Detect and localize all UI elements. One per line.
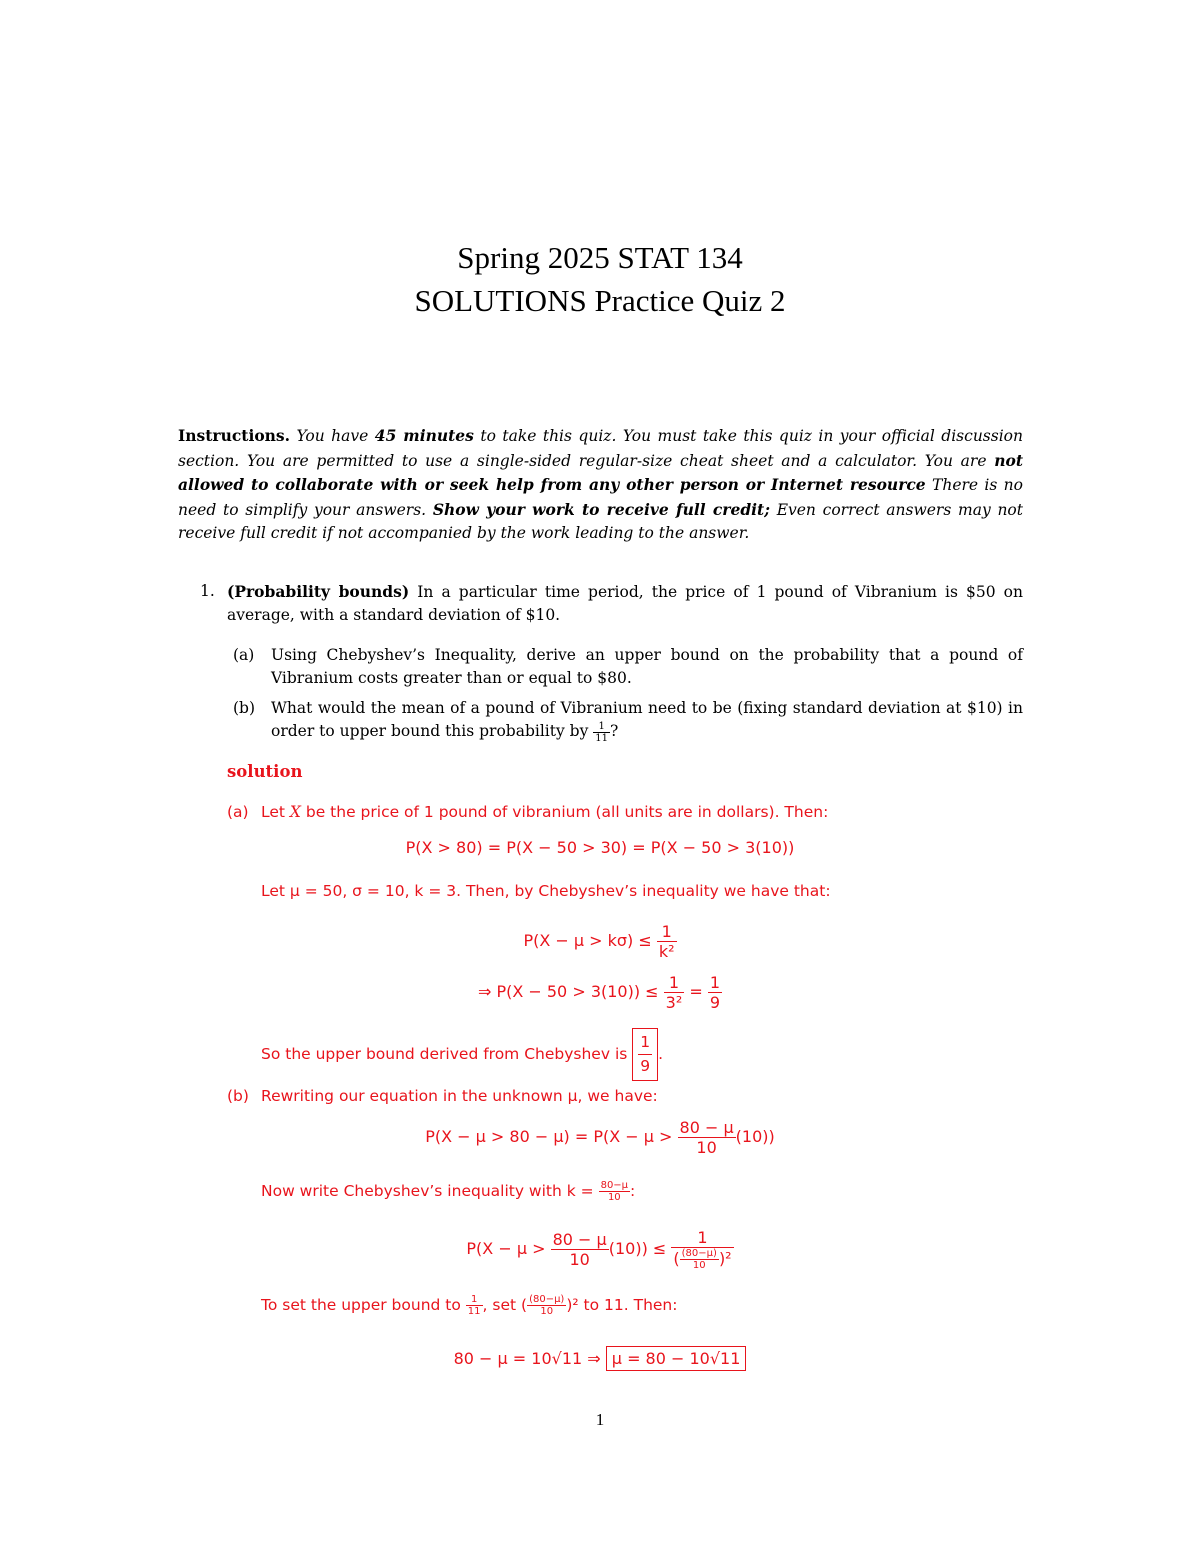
title-line-1: Spring 2025 STAT 134 — [457, 240, 743, 275]
sol-b-line2-end: : — [630, 1182, 636, 1200]
instr-text-1: You have — [290, 427, 375, 445]
page-number: 1 — [595, 1410, 605, 1429]
sol-a-var: X — [289, 803, 301, 821]
problem-text: In a particular time period, the price of 1 pound of Vibranium is $50 on average, with a standard deviation of $10. — [227, 583, 1023, 624]
eq3-num1: 1 — [664, 973, 685, 993]
eq3-fraction-2 — [708, 973, 722, 1012]
line3-d2: 10 — [540, 1306, 554, 1317]
part-b-text — [271, 697, 1023, 744]
sol-a-answer-box — [632, 1028, 658, 1081]
eq2-den: k² — [658, 942, 675, 961]
equation-1: P(X > 80) = P(X − 50 > 30) = P(X − 50 > 3(10)) — [405, 838, 795, 857]
problem-number: 1. — [200, 582, 215, 600]
eq2-fraction — [657, 922, 677, 961]
sol-a-line3 — [261, 1028, 663, 1081]
eq4-den: 10 — [696, 1138, 717, 1157]
sol-b-line2-fraction — [599, 1180, 630, 1203]
instr-text-2: to take this quiz. You must take this quiz in your official discussion section. You are permitted to use a single-sided regular-size cheat sheet and a calculator. You are — [178, 427, 1023, 470]
title-line-2: SOLUTIONS Practice Quiz 2 — [414, 283, 786, 318]
problem-heading: (Probability bounds) — [227, 582, 410, 601]
eq2-left: P(X − μ > kσ) ≤ — [523, 931, 652, 950]
instr-text-4: Even correct answers may not receive full credit if not accompanied by the work leading to the answer. — [178, 500, 1023, 542]
eq5-fraction — [551, 1230, 609, 1269]
solution-label: solution — [227, 762, 303, 781]
sol-b-line1: Rewriting our equation in the unknown μ, we have: — [261, 1087, 658, 1105]
eq5-num: 80 − μ — [552, 1230, 607, 1249]
eq5-rden-open: ( — [673, 1249, 680, 1268]
instr-bold-1: 45 minutes — [374, 426, 474, 445]
eq4-left: P(X − μ > 80 − μ) = P(X − μ > — [425, 1127, 673, 1146]
sol-b-line3-post: )² to 11. Then: — [566, 1296, 678, 1314]
equation-2 — [0, 922, 1200, 961]
sol-b-line3-frac1 — [466, 1294, 483, 1317]
sol-b-label: (b) — [227, 1087, 249, 1105]
equation-6 — [0, 1349, 1200, 1368]
eq5-mid: (10)) ≤ — [608, 1239, 667, 1258]
eq5-left: P(X − μ > — [466, 1239, 546, 1258]
part-a-text: Using Chebyshev’s Inequality, derive an upper bound on the probability that a pound of Vibranium costs greater than or equal to $80. — [271, 646, 1023, 687]
part-b-label: (b) — [233, 699, 256, 717]
sol-a-line2: Let μ = 50, σ = 10, k = 3. Then, by Chebyshev’s inequality we have that: — [261, 882, 831, 900]
eq5-rden-close: )² — [718, 1249, 732, 1268]
eq6-left: 80 − μ = 10√11 ⇒ — [453, 1349, 601, 1368]
line2-num: 80−μ — [600, 1180, 629, 1191]
sol-b-line3-frac2 — [527, 1294, 566, 1317]
line3-d1: 11 — [467, 1306, 481, 1317]
eq4-num: 80 − μ — [679, 1118, 734, 1137]
eq3-fraction-1 — [664, 973, 685, 1012]
frac-den: 11 — [595, 732, 608, 744]
instr-text-3: There is no need to simplify your answers. — [178, 476, 1023, 519]
eq5-rden — [671, 1248, 733, 1271]
eq5-right-fraction — [671, 1228, 733, 1271]
eq5-den: 10 — [569, 1250, 590, 1269]
eq4-right: (10)) — [735, 1127, 775, 1146]
equation-3 — [0, 973, 1200, 1012]
eq4-fraction — [678, 1118, 736, 1157]
instr-bold-3: Show your work to receive full credit; — [432, 499, 770, 519]
sol-a-line1-pre: Let — [261, 803, 290, 821]
line2-den: 10 — [607, 1192, 621, 1203]
equation-5 — [0, 1228, 1200, 1271]
eq3-left: ⇒ P(X − 50 > 3(10)) ≤ — [477, 982, 659, 1001]
eq5-rden-num: (80−μ) — [681, 1248, 717, 1259]
sol-b-line2-pre: Now write Chebyshev’s inequality with k = — [261, 1182, 594, 1200]
sol-b-line2 — [261, 1180, 635, 1203]
sol-a-label: (a) — [227, 803, 249, 821]
sol-a-line1 — [261, 801, 828, 824]
equation-4 — [0, 1118, 1200, 1157]
sol-a-line3-text: So the upper bound derived from Chebyshev is — [261, 1045, 628, 1063]
instructions — [178, 424, 1023, 546]
eq3-num2: 1 — [709, 973, 721, 992]
instr-bold-2: not allowed to collaborate with or seek help from any other person or Internet resource — [178, 450, 1023, 494]
part-b-fraction — [593, 721, 610, 744]
sol-b-line3 — [261, 1294, 677, 1317]
sol-b-line3-mid: , set ( — [482, 1296, 528, 1314]
instructions-lead: Instructions. — [178, 426, 291, 445]
frac-num: 1 — [593, 721, 610, 733]
ans-den: 9 — [640, 1057, 651, 1075]
eq5-rden-den: 10 — [692, 1260, 706, 1271]
problem-statement — [227, 580, 1023, 627]
sol-a-line3-end: . — [658, 1045, 664, 1063]
eq5-rnum: 1 — [671, 1228, 733, 1248]
sol-b-line3-pre: To set the upper bound to — [261, 1296, 461, 1314]
line3-n1: 1 — [466, 1294, 483, 1306]
ans-num: 1 — [638, 1031, 652, 1055]
eq3-den2: 9 — [709, 993, 721, 1012]
sol-a-line1-post: be the price of 1 pound of vibranium (all units are in dollars). Then: — [300, 803, 829, 821]
eq3-equals: = — [689, 982, 703, 1001]
part-a-label: (a) — [233, 646, 255, 664]
part-b-end: ? — [610, 722, 619, 740]
line3-n2: (80−μ) — [529, 1294, 565, 1305]
final-answer-box: μ = 80 − 10√11 — [606, 1346, 747, 1371]
eq3-den1: 3² — [665, 993, 683, 1012]
eq2-num: 1 — [657, 922, 677, 942]
part-b-body: What would the mean of a pound of Vibranium need to be (fixing standard deviation at $10) in order to upper bound this probability by — [271, 699, 1023, 740]
eq5-rden-fraction — [680, 1248, 719, 1271]
